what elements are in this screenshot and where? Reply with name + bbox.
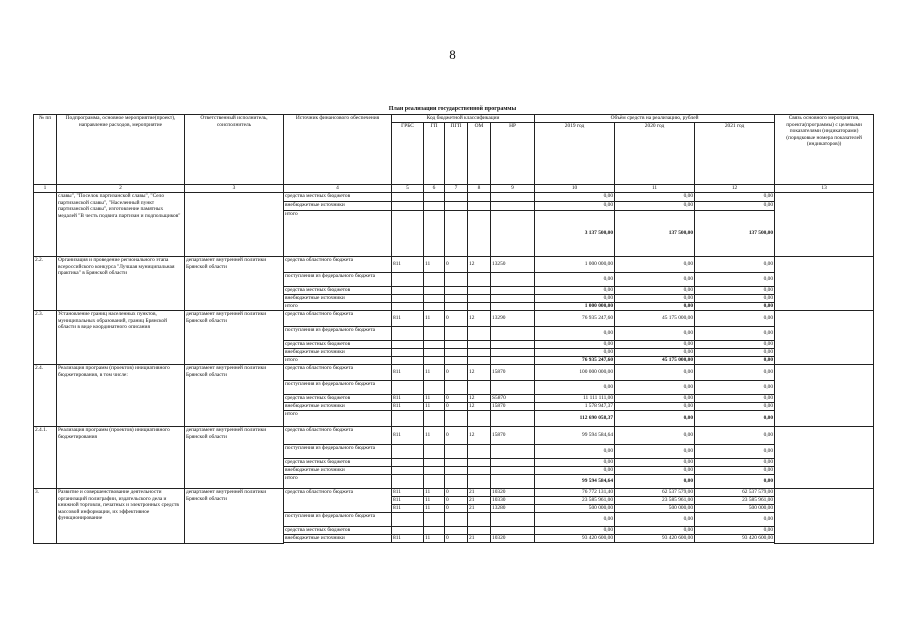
amount-cell: 0,00 <box>615 403 695 411</box>
amount-cell: 0,00 <box>615 513 695 527</box>
code-cell: 811 <box>392 257 424 273</box>
code-cell: 11 <box>424 505 445 513</box>
col-num: 11 <box>615 185 695 193</box>
header-row-1 <box>34 115 874 123</box>
amount-cell: 1 000 000,00 <box>535 303 615 311</box>
code-cell: 15870 <box>491 365 535 381</box>
col-num: 12 <box>695 185 775 193</box>
amount-cell: 0,00 <box>615 411 695 427</box>
header-grbs: ГРБС <box>392 123 424 185</box>
code-cell: 11 <box>424 497 445 505</box>
amount-cell: 0,00 <box>695 287 775 295</box>
header-no: № пп <box>34 115 57 185</box>
col-num: 13 <box>775 185 874 193</box>
amount-cell: 0,00 <box>615 193 695 202</box>
amount-cell: 0,00 <box>535 273 615 287</box>
amount-cell: 0,00 <box>615 381 695 395</box>
header-link: Связь основного мероприятия, проекта(программы) с целевыми показателями (индикаторами) (порядковые номера показателей (индикаторов)) <box>775 115 874 185</box>
col-num: 6 <box>424 185 445 193</box>
amount-cell: 0,00 <box>695 341 775 349</box>
amount-cell: 0,00 <box>695 381 775 395</box>
amount-cell: 0,00 <box>695 303 775 311</box>
source-cell: поступления из федерального бюджета <box>284 513 392 527</box>
header-2021: 2021 год <box>695 123 775 185</box>
source-cell: итого <box>284 211 392 257</box>
code-cell: 10330 <box>491 497 535 505</box>
amount-cell: 0,00 <box>695 459 775 467</box>
amount-cell: 0,00 <box>535 527 615 535</box>
source-cell: средства областного бюджета <box>284 311 392 327</box>
col-num: 4 <box>284 185 392 193</box>
amount-cell: 0,00 <box>615 395 695 403</box>
source-cell: средства местных бюджетов <box>284 193 392 202</box>
amount-cell: 1 000 000,00 <box>535 257 615 273</box>
header-subprogram: Подпрограмма, основное мероприятие(проект), направление расходов, мероприятие <box>57 115 185 185</box>
amount-cell: 0,00 <box>535 467 615 475</box>
code-cell: 15870 <box>491 403 535 411</box>
code-cell: 811 <box>392 395 424 403</box>
code-cell: 0 <box>445 365 468 381</box>
document-title: План реализации государственной программы <box>388 106 517 112</box>
code-cell: 811 <box>392 497 424 505</box>
code-cell: 0 <box>445 395 468 403</box>
amount-cell: 0,00 <box>695 513 775 527</box>
measure-name: Реализация программ (проектов) инициативного бюджетирования, в том числе: <box>57 365 185 427</box>
amount-cell: 0,00 <box>535 513 615 527</box>
code-cell: 0 <box>445 257 468 273</box>
amount-cell: 62 537 579,00 <box>615 489 695 497</box>
amount-cell: 0,00 <box>695 349 775 357</box>
amount-cell: 112 690 058,37 <box>535 411 615 427</box>
amount-cell: 0,00 <box>615 341 695 349</box>
source-cell: поступления из федерального бюджета <box>284 445 392 459</box>
amount-cell: 500 000,00 <box>535 505 615 513</box>
amount-cell: 137 500,00 <box>615 211 695 257</box>
executor-cell: департамент внутренней политики Брянской области <box>185 311 284 365</box>
amount-cell: 0,00 <box>695 202 775 211</box>
code-cell: 13280 <box>491 505 535 513</box>
amount-cell: 0,00 <box>615 445 695 459</box>
code-cell: 10320 <box>491 489 535 497</box>
source-cell: итого <box>284 475 392 489</box>
code-cell: 0 <box>445 427 468 445</box>
code-cell: 11 <box>424 535 445 543</box>
amount-cell: 0,00 <box>695 357 775 365</box>
col-num: 10 <box>535 185 615 193</box>
amount-cell: 0,00 <box>535 202 615 211</box>
amount-cell: 0,00 <box>615 273 695 287</box>
amount-cell: 0,00 <box>695 403 775 411</box>
amount-cell: 23 585 961,00 <box>695 497 775 505</box>
amount-cell: 76 772 131,40 <box>535 489 615 497</box>
amount-cell: 0,00 <box>535 341 615 349</box>
measure-name: Реализация программ (проектов) инициативного бюджетирования <box>57 427 185 489</box>
source-cell: внебюджетные источники <box>284 349 392 357</box>
amount-cell: 0,00 <box>695 257 775 273</box>
amount-cell: 500 000,00 <box>615 505 695 513</box>
header-2020: 2020 год <box>615 123 695 185</box>
amount-cell: 3 137 500,00 <box>535 211 615 257</box>
col-num: 3 <box>185 185 284 193</box>
code-cell: 13250 <box>491 257 535 273</box>
amount-cell: 500 000,00 <box>695 505 775 513</box>
amount-cell: 0,00 <box>695 311 775 327</box>
source-cell: внебюджетные источники <box>284 535 392 543</box>
code-cell: 811 <box>392 311 424 327</box>
code-cell: 811 <box>392 365 424 381</box>
amount-cell: 0,00 <box>615 202 695 211</box>
code-cell: 0 <box>445 497 468 505</box>
code-cell: 0 <box>445 505 468 513</box>
amount-cell: 0,00 <box>615 475 695 489</box>
amount-cell: 137 500,00 <box>695 211 775 257</box>
code-cell: 13290 <box>491 311 535 327</box>
source-cell: внебюджетные источники <box>284 202 392 211</box>
code-cell: 11 <box>424 403 445 411</box>
code-cell: 11 <box>424 395 445 403</box>
source-cell: поступления из федерального бюджета <box>284 273 392 287</box>
amount-cell: 93 420 600,00 <box>535 535 615 543</box>
row-number: 2.3. <box>34 311 57 365</box>
code-cell: 11 <box>424 489 445 497</box>
code-cell: 21 <box>468 535 491 543</box>
amount-cell: 0,00 <box>535 193 615 202</box>
row-number: 2.2. <box>34 257 57 311</box>
amount-cell: 1 578 947,37 <box>535 403 615 411</box>
col-num: 1 <box>34 185 57 193</box>
table-row <box>34 193 874 202</box>
measure-name: Установление границ населенных пунктов, муниципальных образований, границ Брянской области в виде координатного описания <box>57 311 185 365</box>
source-cell: средства областного бюджета <box>284 427 392 445</box>
amount-cell: 100 000 000,00 <box>535 365 615 381</box>
source-cell: внебюджетные источники <box>284 403 392 411</box>
amount-cell: 0,00 <box>695 445 775 459</box>
code-cell: S5870 <box>491 395 535 403</box>
amount-cell: 0,00 <box>695 467 775 475</box>
amount-cell: 0,00 <box>615 295 695 303</box>
row-number: 3. <box>34 489 57 544</box>
amount-cell: 62 537 579,00 <box>695 489 775 497</box>
amount-cell: 0,00 <box>615 365 695 381</box>
code-cell: 811 <box>392 489 424 497</box>
source-cell: поступления из федерального бюджета <box>284 381 392 395</box>
code-cell: 11 <box>424 311 445 327</box>
amount-cell: 76 935 247,60 <box>535 357 615 365</box>
col-num: 8 <box>468 185 491 193</box>
amount-cell: 23 585 961,00 <box>535 497 615 505</box>
amount-cell: 0,00 <box>615 303 695 311</box>
amount-cell: 23 585 961,00 <box>615 497 695 505</box>
code-cell: 21 <box>468 489 491 497</box>
code-cell: 12 <box>468 311 491 327</box>
amount-cell: 0,00 <box>695 193 775 202</box>
amount-cell: 45 175 000,00 <box>615 311 695 327</box>
source-cell: итого <box>284 357 392 365</box>
amount-cell: 0,00 <box>615 467 695 475</box>
code-cell: 12 <box>468 365 491 381</box>
code-cell: 811 <box>392 403 424 411</box>
source-cell: средства местных бюджетов <box>284 287 392 295</box>
executor-cell: департамент внутренней политики Брянской области <box>185 489 284 544</box>
amount-cell: 0,00 <box>615 349 695 357</box>
col-num: 2 <box>57 185 185 193</box>
amount-cell: 0,00 <box>535 381 615 395</box>
source-cell: средства местных бюджетов <box>284 527 392 535</box>
source-cell: средства местных бюджетов <box>284 459 392 467</box>
amount-cell: 0,00 <box>615 257 695 273</box>
amount-cell: 0,00 <box>535 445 615 459</box>
code-cell: 10320 <box>491 535 535 543</box>
source-cell: внебюджетные источники <box>284 467 392 475</box>
table-row <box>34 427 874 445</box>
source-cell: внебюджетные источники <box>284 295 392 303</box>
amount-cell: 0,00 <box>695 427 775 445</box>
executor-cell: департамент внутренней политики Брянской области <box>185 427 284 489</box>
code-cell: 21 <box>468 497 491 505</box>
amount-cell: 99 594 584,64 <box>535 427 615 445</box>
row-number: 2.4.1. <box>34 427 57 489</box>
header-2019: 2019 год <box>535 123 615 185</box>
header-executor: Ответственный исполнитель, соисполнитель <box>185 115 284 185</box>
program-plan-table <box>33 114 874 544</box>
header-gp: ГП <box>424 123 445 185</box>
table-row <box>34 311 874 327</box>
amount-cell: 0,00 <box>695 527 775 535</box>
code-cell: 11 <box>424 365 445 381</box>
amount-cell: 0,00 <box>615 459 695 467</box>
source-cell: итого <box>284 411 392 427</box>
amount-cell: 0,00 <box>695 475 775 489</box>
code-cell: 12 <box>468 403 491 411</box>
amount-cell: 99 594 584,64 <box>535 475 615 489</box>
table-row <box>34 365 874 381</box>
table-row <box>34 257 874 273</box>
amount-cell: 0,00 <box>535 349 615 357</box>
header-np: НР <box>491 123 535 185</box>
code-cell: 15870 <box>491 427 535 445</box>
page-number: 8 <box>449 47 456 62</box>
amount-cell: 0,00 <box>535 327 615 341</box>
amount-cell: 0,00 <box>535 295 615 303</box>
col-num: 5 <box>392 185 424 193</box>
source-cell: средства местных бюджетов <box>284 395 392 403</box>
header-source: Источник финансового обеспечения <box>284 115 392 185</box>
amount-cell: 0,00 <box>615 327 695 341</box>
source-cell: поступления из федерального бюджета <box>284 327 392 341</box>
header-om: ОМ <box>468 123 491 185</box>
source-cell: средства областного бюджета <box>284 489 392 513</box>
source-cell: средства областного бюджета <box>284 365 392 381</box>
code-cell: 11 <box>424 427 445 445</box>
amount-cell: 0,00 <box>695 327 775 341</box>
code-cell: 0 <box>445 535 468 543</box>
amount-cell: 76 935 247,60 <box>535 311 615 327</box>
code-cell: 12 <box>468 395 491 403</box>
code-cell: 811 <box>392 535 424 543</box>
source-cell: итого <box>284 303 392 311</box>
amount-cell: 0,00 <box>615 527 695 535</box>
source-cell: средства местных бюджетов <box>284 341 392 349</box>
code-cell: 21 <box>468 505 491 513</box>
code-cell: 12 <box>468 427 491 445</box>
measure-name: Развитие и совершенствование деятельности организаций полиграфии, издательского дела и книжной торговли, печатных и электронных средств массовой информации, их эффективное функционирование <box>57 489 185 544</box>
code-cell: 0 <box>445 489 468 497</box>
column-number-row <box>34 185 874 193</box>
table-row <box>34 489 874 497</box>
amount-cell: 0,00 <box>615 427 695 445</box>
code-cell: 811 <box>392 505 424 513</box>
header-pgp: ПГП <box>445 123 468 185</box>
amount-cell: 0,00 <box>615 287 695 295</box>
header-amount-group: Объём средств на реализацию, рублей <box>535 115 775 123</box>
amount-cell: 93 420 600,00 <box>695 535 775 543</box>
code-cell: 811 <box>392 427 424 445</box>
code-cell: 0 <box>445 403 468 411</box>
amount-cell: 0,00 <box>695 395 775 403</box>
amount-cell: 93 420 600,00 <box>615 535 695 543</box>
amount-cell: 0,00 <box>535 287 615 295</box>
amount-cell: 0,00 <box>535 459 615 467</box>
code-cell: 0 <box>445 311 468 327</box>
executor-cell: департамент внутренней политики Брянской области <box>185 257 284 311</box>
amount-cell: 45 175 000,00 <box>615 357 695 365</box>
header-code-group: Код бюджетной классификации <box>392 115 535 123</box>
measure-name: славы", "Поселок партизанской славы", "Село партизанской славы", "Населенный пункт партизанской славы", изготовление памятных медалей "В честь подвига партизан и подпольщиков" <box>57 193 185 257</box>
amount-cell: 0,00 <box>695 411 775 427</box>
source-cell: средства областного бюджета <box>284 257 392 273</box>
code-cell: 11 <box>424 257 445 273</box>
executor-cell: департамент внутренней политики Брянской области <box>185 365 284 427</box>
col-num: 9 <box>491 185 535 193</box>
row-number: 2.4. <box>34 365 57 427</box>
code-cell: 12 <box>468 257 491 273</box>
measure-name: Организация и проведение регионального этапа всероссийского конкурса "Лучшая муниципальная практика" в Брянской области <box>57 257 185 311</box>
amount-cell: 0,00 <box>695 295 775 303</box>
amount-cell: 0,00 <box>695 273 775 287</box>
col-num: 7 <box>445 185 468 193</box>
amount-cell: 0,00 <box>695 365 775 381</box>
amount-cell: 11 111 111,00 <box>535 395 615 403</box>
